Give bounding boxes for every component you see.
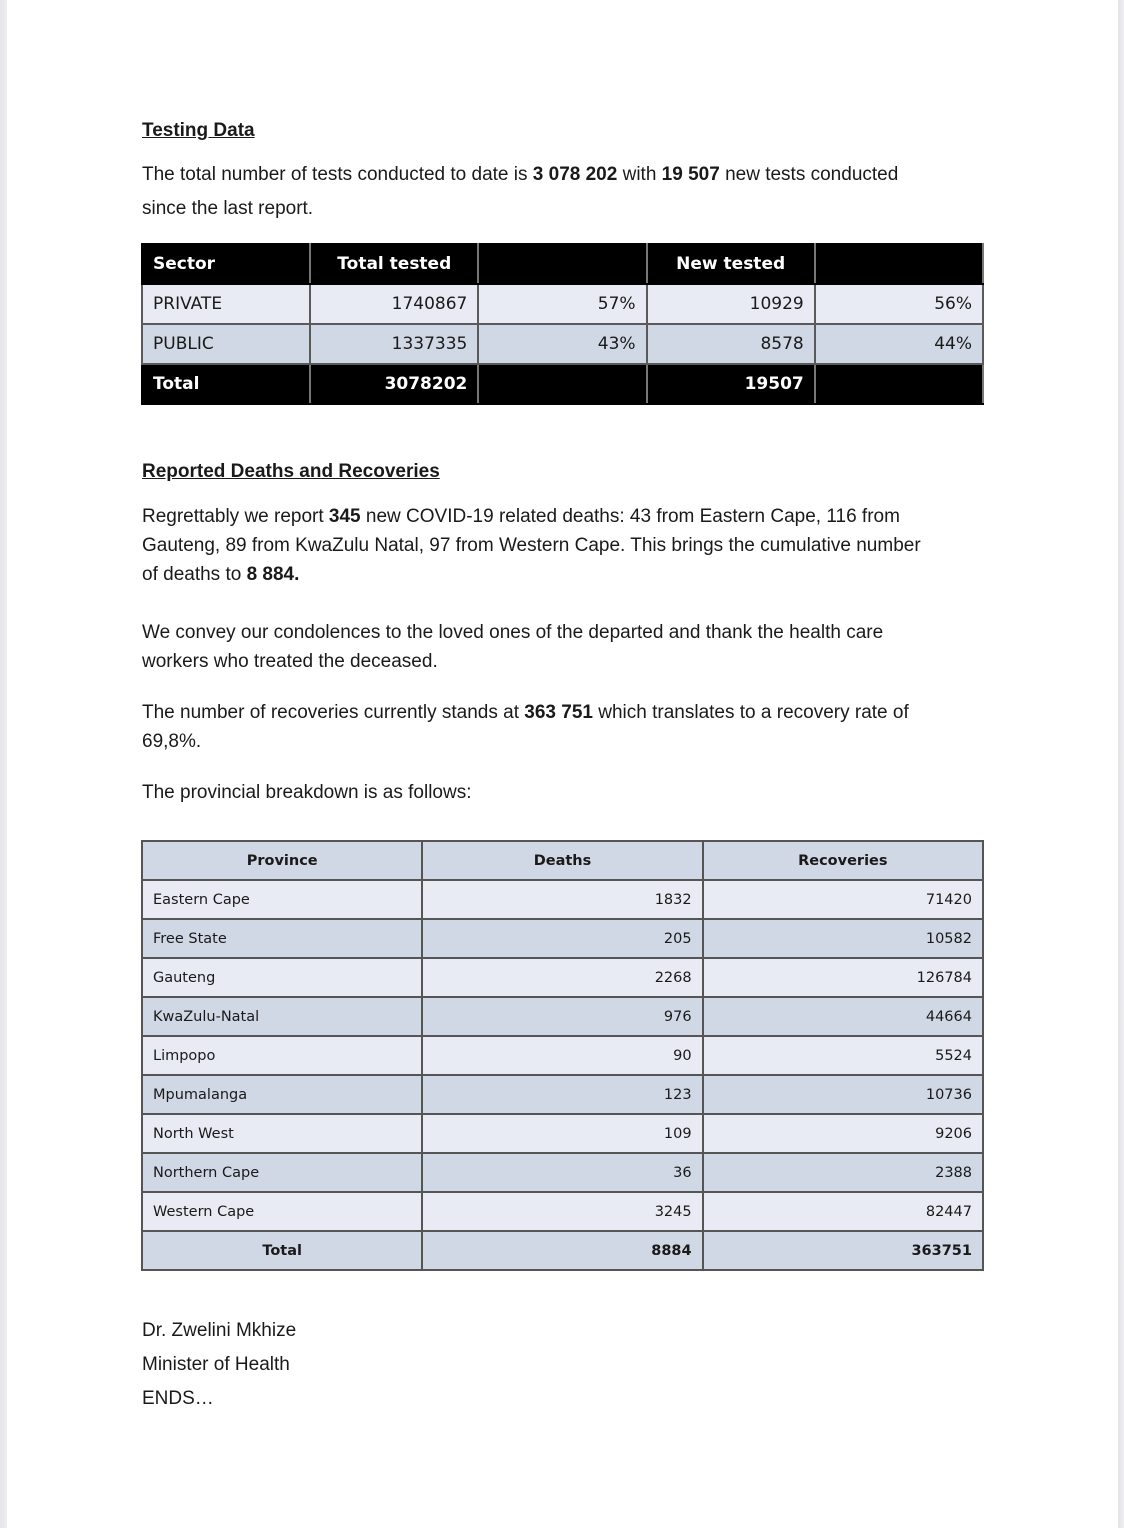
new-pct-cell: 56% (815, 284, 983, 324)
total-pct-cell (478, 364, 646, 404)
province-cell: North West (142, 1114, 422, 1153)
signature-name: Dr. Zwelini Mkhize (142, 1320, 297, 1341)
testing-table (141, 243, 984, 405)
provincial-breakdown-intro: The provincial breakdown is as follows: (142, 782, 472, 803)
header-sector: Sector (142, 244, 310, 284)
province-cell: KwaZulu-Natal (142, 997, 422, 1036)
total-tested-cell: 3078202 (310, 364, 478, 404)
cumulative-deaths-value: 8 884. (246, 564, 300, 585)
sector-cell: PUBLIC (142, 324, 310, 364)
testing-total-row (142, 364, 983, 404)
table-row (142, 958, 983, 997)
deaths-cell: 976 (422, 997, 702, 1036)
provincial-table-header (142, 841, 983, 880)
recoveries-cell: 126784 (703, 958, 983, 997)
table-row (142, 324, 983, 364)
province-cell: Free State (142, 919, 422, 958)
provincial-total-row (142, 1231, 983, 1270)
recoveries-cell: 82447 (703, 1192, 983, 1231)
new-tests-value: 19 507 (661, 164, 720, 185)
page-edge-right (1118, 0, 1124, 1528)
table-row (142, 284, 983, 324)
recoveries-cell: 10582 (703, 919, 983, 958)
table-row (142, 1075, 983, 1114)
deaths-cell: 2268 (422, 958, 702, 997)
province-cell: Gauteng (142, 958, 422, 997)
table-row (142, 997, 983, 1036)
deaths-cell: 1832 (422, 880, 702, 919)
header-total-pct (478, 244, 646, 284)
province-cell: Northern Cape (142, 1153, 422, 1192)
table-row (142, 1192, 983, 1231)
deaths-cell: 3245 (422, 1192, 702, 1231)
total-pct-cell: 43% (478, 324, 646, 364)
ends-marker: ENDS… (142, 1388, 214, 1409)
deaths-cell: 123 (422, 1075, 702, 1114)
table-row (142, 1036, 983, 1075)
recoveries-cell: 44664 (703, 997, 983, 1036)
header-new-tested: New tested (647, 244, 815, 284)
province-cell: Eastern Cape (142, 880, 422, 919)
testing-summary-paragraph: The total number of tests conducted to date is 3 078 202 with 19 507 new tests conducted (142, 164, 899, 185)
province-cell: Limpopo (142, 1036, 422, 1075)
header-deaths: Deaths (422, 841, 702, 880)
total-label-cell: Total (142, 1231, 422, 1270)
province-cell: Western Cape (142, 1192, 422, 1231)
total-tests-value: 3 078 202 (532, 164, 618, 185)
sector-cell: PRIVATE (142, 284, 310, 324)
deaths-cell: 36 (422, 1153, 702, 1192)
header-province: Province (142, 841, 422, 880)
table-row (142, 1114, 983, 1153)
new-tested-cell: 10929 (647, 284, 815, 324)
total-label-cell: Total (142, 364, 310, 404)
total-tested-cell: 1740867 (310, 284, 478, 324)
testing-table-header (142, 244, 983, 284)
recoveries-cell: 9206 (703, 1114, 983, 1153)
total-tested-cell: 1337335 (310, 324, 478, 364)
deaths-paragraph: Regrettably we report 345 new COVID-19 related deaths: 43 from Eastern Cape, 116 from Gauteng, 89 from KwaZulu Natal, 97 from Western Cape. This brings the cumulative number of deaths to 8 884. (142, 506, 921, 585)
deaths-recoveries-heading: Reported Deaths and Recoveries (142, 461, 440, 482)
recoveries-paragraph: The number of recoveries currently stands at 363 751 which translates to a recovery rate of 69,8%. (142, 702, 909, 752)
deaths-cell: 205 (422, 919, 702, 958)
recoveries-cell: 10736 (703, 1075, 983, 1114)
condolences-paragraph: We convey our condolences to the loved ones of the departed and thank the health care workers who treated the deceased. (142, 622, 884, 672)
testing-summary-line2: since the last report. (142, 198, 314, 219)
total-pct-cell: 57% (478, 284, 646, 324)
recoveries-cell: 71420 (703, 880, 983, 919)
deaths-cell: 90 (422, 1036, 702, 1075)
new-deaths-value: 345 (328, 506, 361, 527)
new-pct-cell: 44% (815, 324, 983, 364)
page-edge-left (0, 0, 7, 1528)
total-recoveries-cell: 363751 (703, 1231, 983, 1270)
new-pct-cell (815, 364, 983, 404)
testing-data-heading: Testing Data (142, 120, 255, 141)
table-row (142, 919, 983, 958)
table-row (142, 880, 983, 919)
recoveries-value: 363 751 (524, 702, 593, 723)
header-new-pct (815, 244, 983, 284)
signature-title: Minister of Health (142, 1354, 290, 1375)
header-recoveries: Recoveries (703, 841, 983, 880)
new-tested-cell: 19507 (647, 364, 815, 404)
header-total-tested: Total tested (310, 244, 478, 284)
deaths-cell: 109 (422, 1114, 702, 1153)
recoveries-cell: 5524 (703, 1036, 983, 1075)
new-tested-cell: 8578 (647, 324, 815, 364)
province-cell: Mpumalanga (142, 1075, 422, 1114)
total-deaths-cell: 8884 (422, 1231, 702, 1270)
provincial-table (141, 840, 984, 1271)
recoveries-cell: 2388 (703, 1153, 983, 1192)
table-row (142, 1153, 983, 1192)
